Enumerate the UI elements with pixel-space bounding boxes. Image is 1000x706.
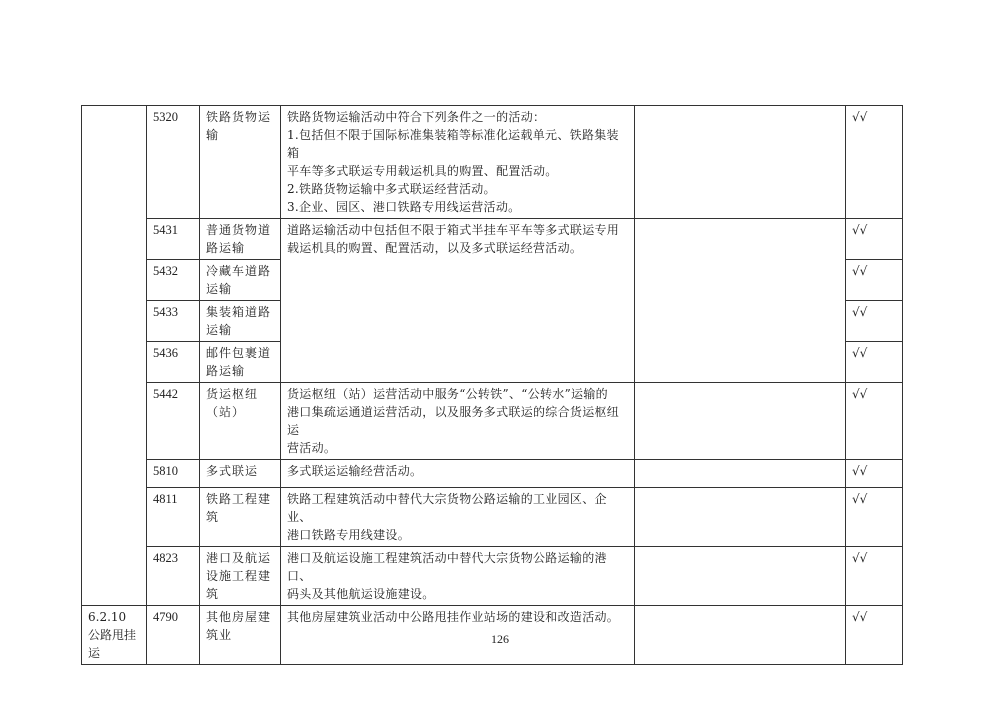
description-line: 营活动。 (287, 441, 337, 455)
industry-code: 5432 (147, 260, 200, 301)
blank-cell (635, 488, 846, 547)
table-row (82, 383, 903, 460)
page-number: 126 (491, 632, 509, 646)
check-mark: √√ (846, 219, 903, 260)
description-line: 3.企业、园区、港口铁路专用线运营活动。 (287, 200, 521, 214)
description-line: 多式联运运输经营活动。 (287, 464, 423, 478)
industry-name: 铁路货物运输 (200, 106, 281, 219)
industry-name: 普通货物道路运输 (200, 219, 281, 260)
section-cell-empty (82, 106, 147, 606)
table-row (82, 460, 903, 488)
check-mark: √√ (846, 606, 903, 665)
industry-code: 4823 (147, 547, 200, 606)
description-cell (281, 460, 635, 488)
table-row (82, 106, 903, 219)
industry-code: 5442 (147, 383, 200, 460)
check-mark: √√ (846, 460, 903, 488)
blank-cell (635, 219, 846, 383)
description-line: 港口铁路专用线建设。 (287, 528, 411, 542)
check-mark: √√ (846, 260, 903, 301)
description-line: 1.包括但不限于国际标准集装箱等标准化运载单元、铁路集装箱 (287, 128, 619, 160)
industry-code: 5320 (147, 106, 200, 219)
check-mark: √√ (846, 342, 903, 383)
blank-cell (635, 460, 846, 488)
description-cell (281, 383, 635, 460)
check-mark: √√ (846, 106, 903, 219)
industry-code: 5436 (147, 342, 200, 383)
description-line: 载运机具的购置、配置活动，以及多式联运经营活动。 (287, 241, 583, 255)
description-line: 铁路货物运输活动中符合下列条件之一的活动： (287, 110, 546, 124)
table-row (82, 488, 903, 547)
industry-code: 4811 (147, 488, 200, 547)
table-row (82, 547, 903, 606)
industry-code: 5433 (147, 301, 200, 342)
description-cell (281, 547, 635, 606)
description-line: 货运枢纽（站）运营活动中服务“公转铁”、“公转水”运输的 (287, 387, 608, 401)
industry-name: 多式联运 (200, 460, 281, 488)
description-line: 2.铁路货物运输中多式联运经营活动。 (287, 182, 496, 196)
industry-name: 铁路工程建筑 (200, 488, 281, 547)
check-mark: √√ (846, 547, 903, 606)
description-cell (281, 219, 635, 383)
industry-name: 集装箱道路运输 (200, 301, 281, 342)
description-line: 平车等多式联运专用载运机具的购置、配置活动。 (287, 164, 558, 178)
industry-name: 港口及航运设施工程建筑 (200, 547, 281, 606)
industry-name: 冷藏车道路运输 (200, 260, 281, 301)
industry-name: 货运枢纽（站） (200, 383, 281, 460)
description-cell (281, 488, 635, 547)
description-line: 其他房屋建筑业活动中公路甩挂作业站场的建设和改造活动。 (287, 610, 620, 624)
blank-cell (635, 547, 846, 606)
description-line: 码头及其他航运设施建设。 (287, 587, 435, 601)
blank-cell (635, 106, 846, 219)
check-mark: √√ (846, 301, 903, 342)
check-mark: √√ (846, 488, 903, 547)
description-line: 港口集疏运通道运营活动，以及服务多式联运的综合货运枢纽运 (287, 405, 620, 437)
catalog-table (81, 105, 903, 665)
industry-code: 5431 (147, 219, 200, 260)
industry-code: 5810 (147, 460, 200, 488)
blank-cell (635, 383, 846, 460)
table-row (82, 219, 903, 260)
section-label: 6.2.10 公路甩挂运 (82, 606, 147, 665)
description-line: 铁路工程建筑活动中替代大宗货物公路运输的工业园区、企业、 (287, 492, 607, 524)
check-mark: √√ (846, 383, 903, 460)
industry-code: 4790 (147, 606, 200, 665)
description-cell (281, 106, 635, 219)
industry-name: 其他房屋建筑业 (200, 606, 281, 665)
description-line: 港口及航运设施工程建筑活动中替代大宗货物公路运输的港口、 (287, 551, 607, 583)
description-line: 道路运输活动中包括但不限于箱式半挂车平车等多式联运专用 (287, 223, 620, 237)
industry-name: 邮件包裹道路运输 (200, 342, 281, 383)
